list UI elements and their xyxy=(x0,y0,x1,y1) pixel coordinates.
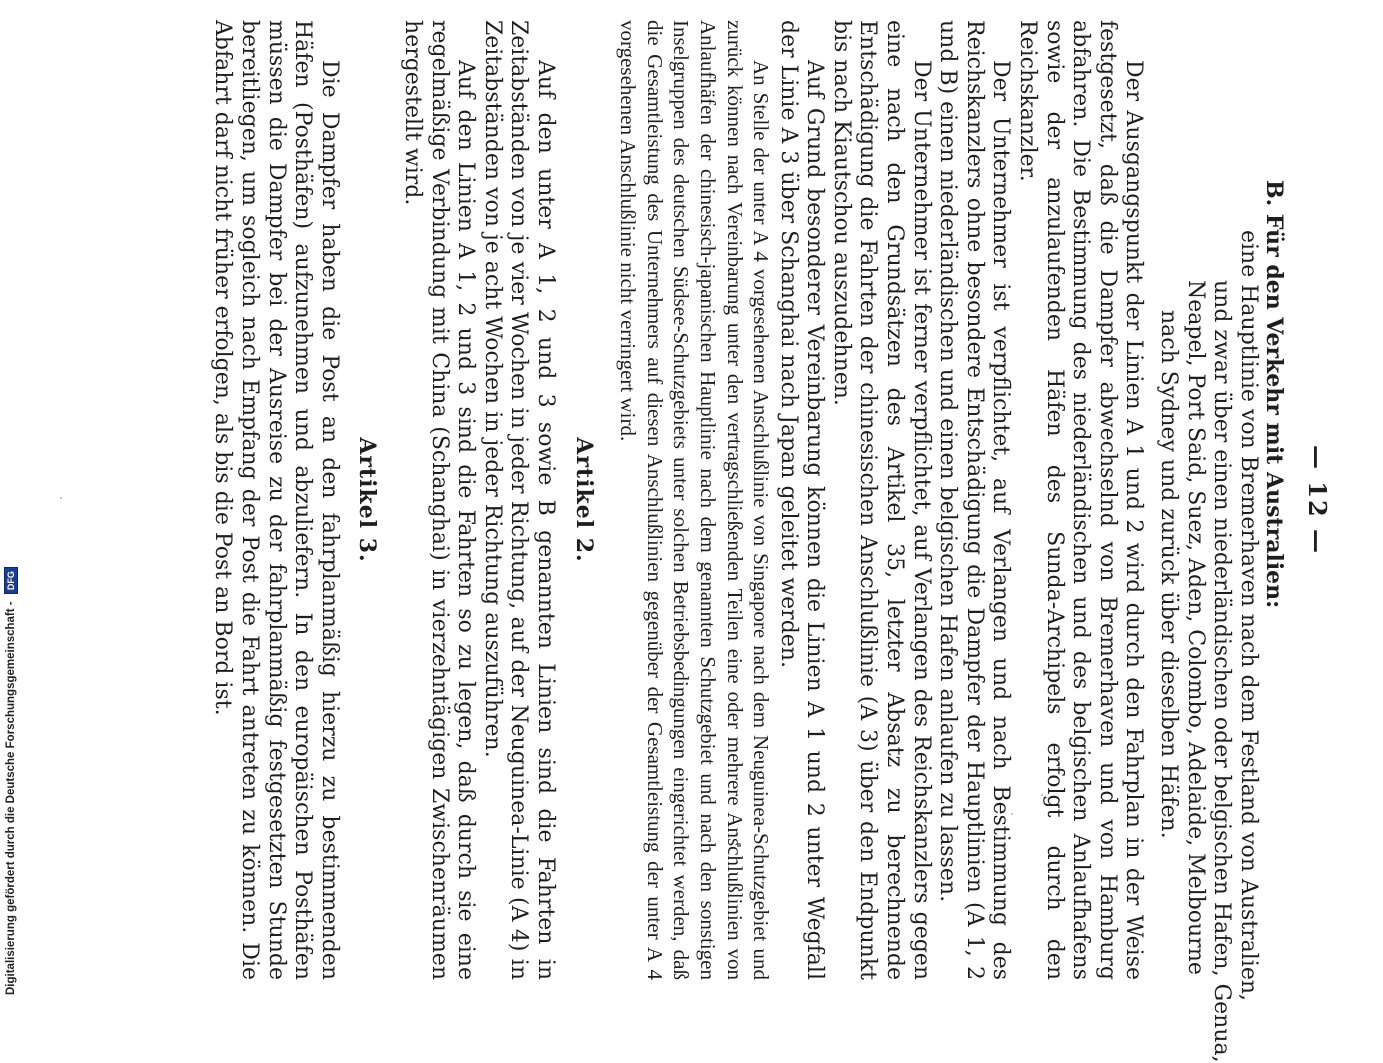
credit-text: Digitalisierung gefördert durch die Deutsche Forschungsgemeinschaft - xyxy=(5,601,18,995)
paragraph: Der Unternehmer ist ferner verpflichtet, auf Verlangen des Reichskanzlers gegen eine nach den Grundsätzen des Artikel 35, letzter Absatz zu berechnende Entschädigung die Fahrten der chinesischen Anschlußlinie (A 3) über den Endpunkt bis nach Kiautschou auszudehnen. xyxy=(828,20,934,980)
route-line: Neapel, Port Said, Suez, Aden, Colombo, Adelaide, Melbourne xyxy=(1182,280,1208,975)
paragraph-roman-type: An Stelle der unter A 4 vorgesehenen Anschlußlinie von Singapore nach dem Neuguinea-Schutzgebiet und zurück können nach Vereinbarung unter den vertragschließenden Teilen eine oder mehrere Anschlußlinien von Anlaufhäfen der chinesisch-japanischen Hauptlinie nach dem genannten Schutzgebiet und nach den sonstigen Inselgruppen des deutschen Südsee-Schutzgebiets unter solchen Betriebsbedingungen eingerichtet werden, daß die Gesamtleistung des Unternehmers auf diesen Anschlußlinien gegenüber der Gesamtleistung der unter A 4 vorgesehenen Anschlußlinie nicht verringert wird. xyxy=(616,20,774,980)
digitization-credit xyxy=(4,567,18,995)
paragraph: Auf den unter A 1, 2 und 3 sowie B genannten Linien sind die Fahrten in Zeitabständen von je vier Wochen in jeder Richtung, auf der Neuguinea-Linie (A 4) in Zeitabständen von je acht Wochen in jeder Richtung auszuführen. xyxy=(479,20,558,980)
paragraph: Der Ausgangspunkt der Linien A 1 und 2 wird durch den Fahrplan in der Weise festgesetzt, daß die Dampfer abwechselnd von Bremerhaven und von Hamburg abfahren. Die Bestimmung des niederländischen und des belgischen Anlaufhafens sowie der anzulaufenden Häfen des Sunda-Archipels erfolgt durch den Reichskanzler. xyxy=(1015,20,1147,980)
section-b-heading: B. Für den Verkehr mit Australien: xyxy=(1261,180,1288,609)
paragraph: Auf Grund besonderer Vereinbarung können die Linien A 1 und 2 unter Wegfall der Linie A 3 über Schanghai nach Japan geleitet werden. xyxy=(775,20,828,980)
route-line: und zwar über einen niederländischen oder belgischen Hafen, Genua, xyxy=(1209,280,1235,1063)
document-page xyxy=(90,20,1332,1063)
paragraph: Der Unternehmer ist verpflichtet, auf Verlangen und nach Bestimmung des Reichskanzlers ohne besondere Entschädigung die Dampfer der Hauptlinien (A 1, 2 und B) einen niederländischen und einen belgischen Hafen anlaufen zu lassen. xyxy=(935,20,1014,980)
article-3-heading: Artikel 3. xyxy=(354,437,381,563)
route-line: eine Hauptlinie von Bremerhaven nach dem Festland von Australien, xyxy=(1235,230,1261,1001)
paragraph: Auf den Linien A 1, 2 und 3 sind die Fahrten so zu legen, daß durch sie eine regelmäßige Verbindung mit China (Schanghai) in vierzehntägigen Zwischenräumen hergestellt wird. xyxy=(400,20,479,980)
dfg-logo: DFG xyxy=(4,567,18,594)
scan-speck xyxy=(60,497,62,499)
route-line: nach Sydney und zurück über dieselben Häfen. xyxy=(1156,310,1182,839)
paragraph: Die Dampfer haben die Post an den fahrplanmäßig hierzu zu bestimmenden Häfen (Posthäfen) aufzunehmen und abzuliefern. In den europäischen Posthäfen müssen die Dampfer bei der Ausreise zu der fahrplanmäßig festgesetzten Stunde bereitliegen, um sogleich nach Empfang der Post die Fahrt antreten zu können. Die Abfahrt darf nicht früher erfolgen, als bis die Post an Bord ist. xyxy=(210,20,342,980)
article-2-heading: Artikel 2. xyxy=(570,437,597,563)
page-number: — 12 — xyxy=(1303,444,1332,556)
